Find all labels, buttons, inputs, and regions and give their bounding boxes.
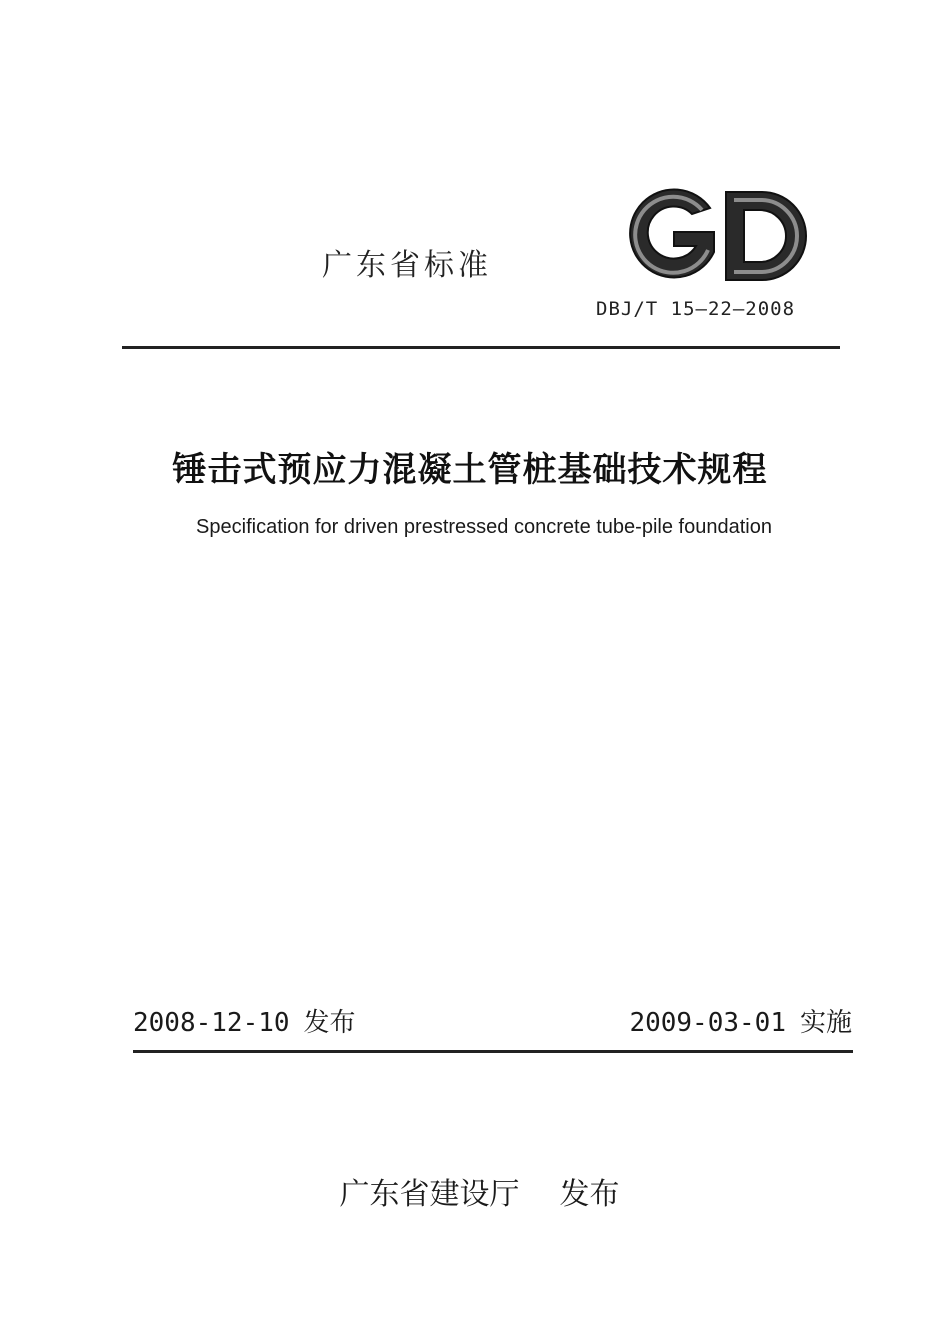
logo-letter-d [726,192,806,280]
publish-label: 发布 [559,1177,620,1212]
issue-label: 发布 [303,1008,356,1038]
publisher-line [0,1134,950,1213]
footer-divider [133,1050,853,1053]
publisher-name: 广东省建设厅 [339,1177,520,1212]
issue-date-block [133,1002,356,1039]
effective-label: 实施 [799,1008,852,1038]
gd-logo-graphic [622,186,816,286]
standard-code: DBJ/T 15—22—2008 [596,298,796,320]
effective-date: 2009-03-01 [629,1008,786,1038]
issue-date: 2008-12-10 [133,1008,290,1038]
logo-letter-g [630,189,714,277]
header-divider [122,346,840,349]
document-title-chinese: 锤击式预应力混凝土管桩基础技术规程 [172,450,768,490]
standard-label: 广东省标准 [322,248,492,283]
effective-date-block [629,1002,852,1039]
document-title-english: Specification for driven prestressed concrete tube-pile foundation [196,516,772,538]
gd-logo [622,186,816,286]
